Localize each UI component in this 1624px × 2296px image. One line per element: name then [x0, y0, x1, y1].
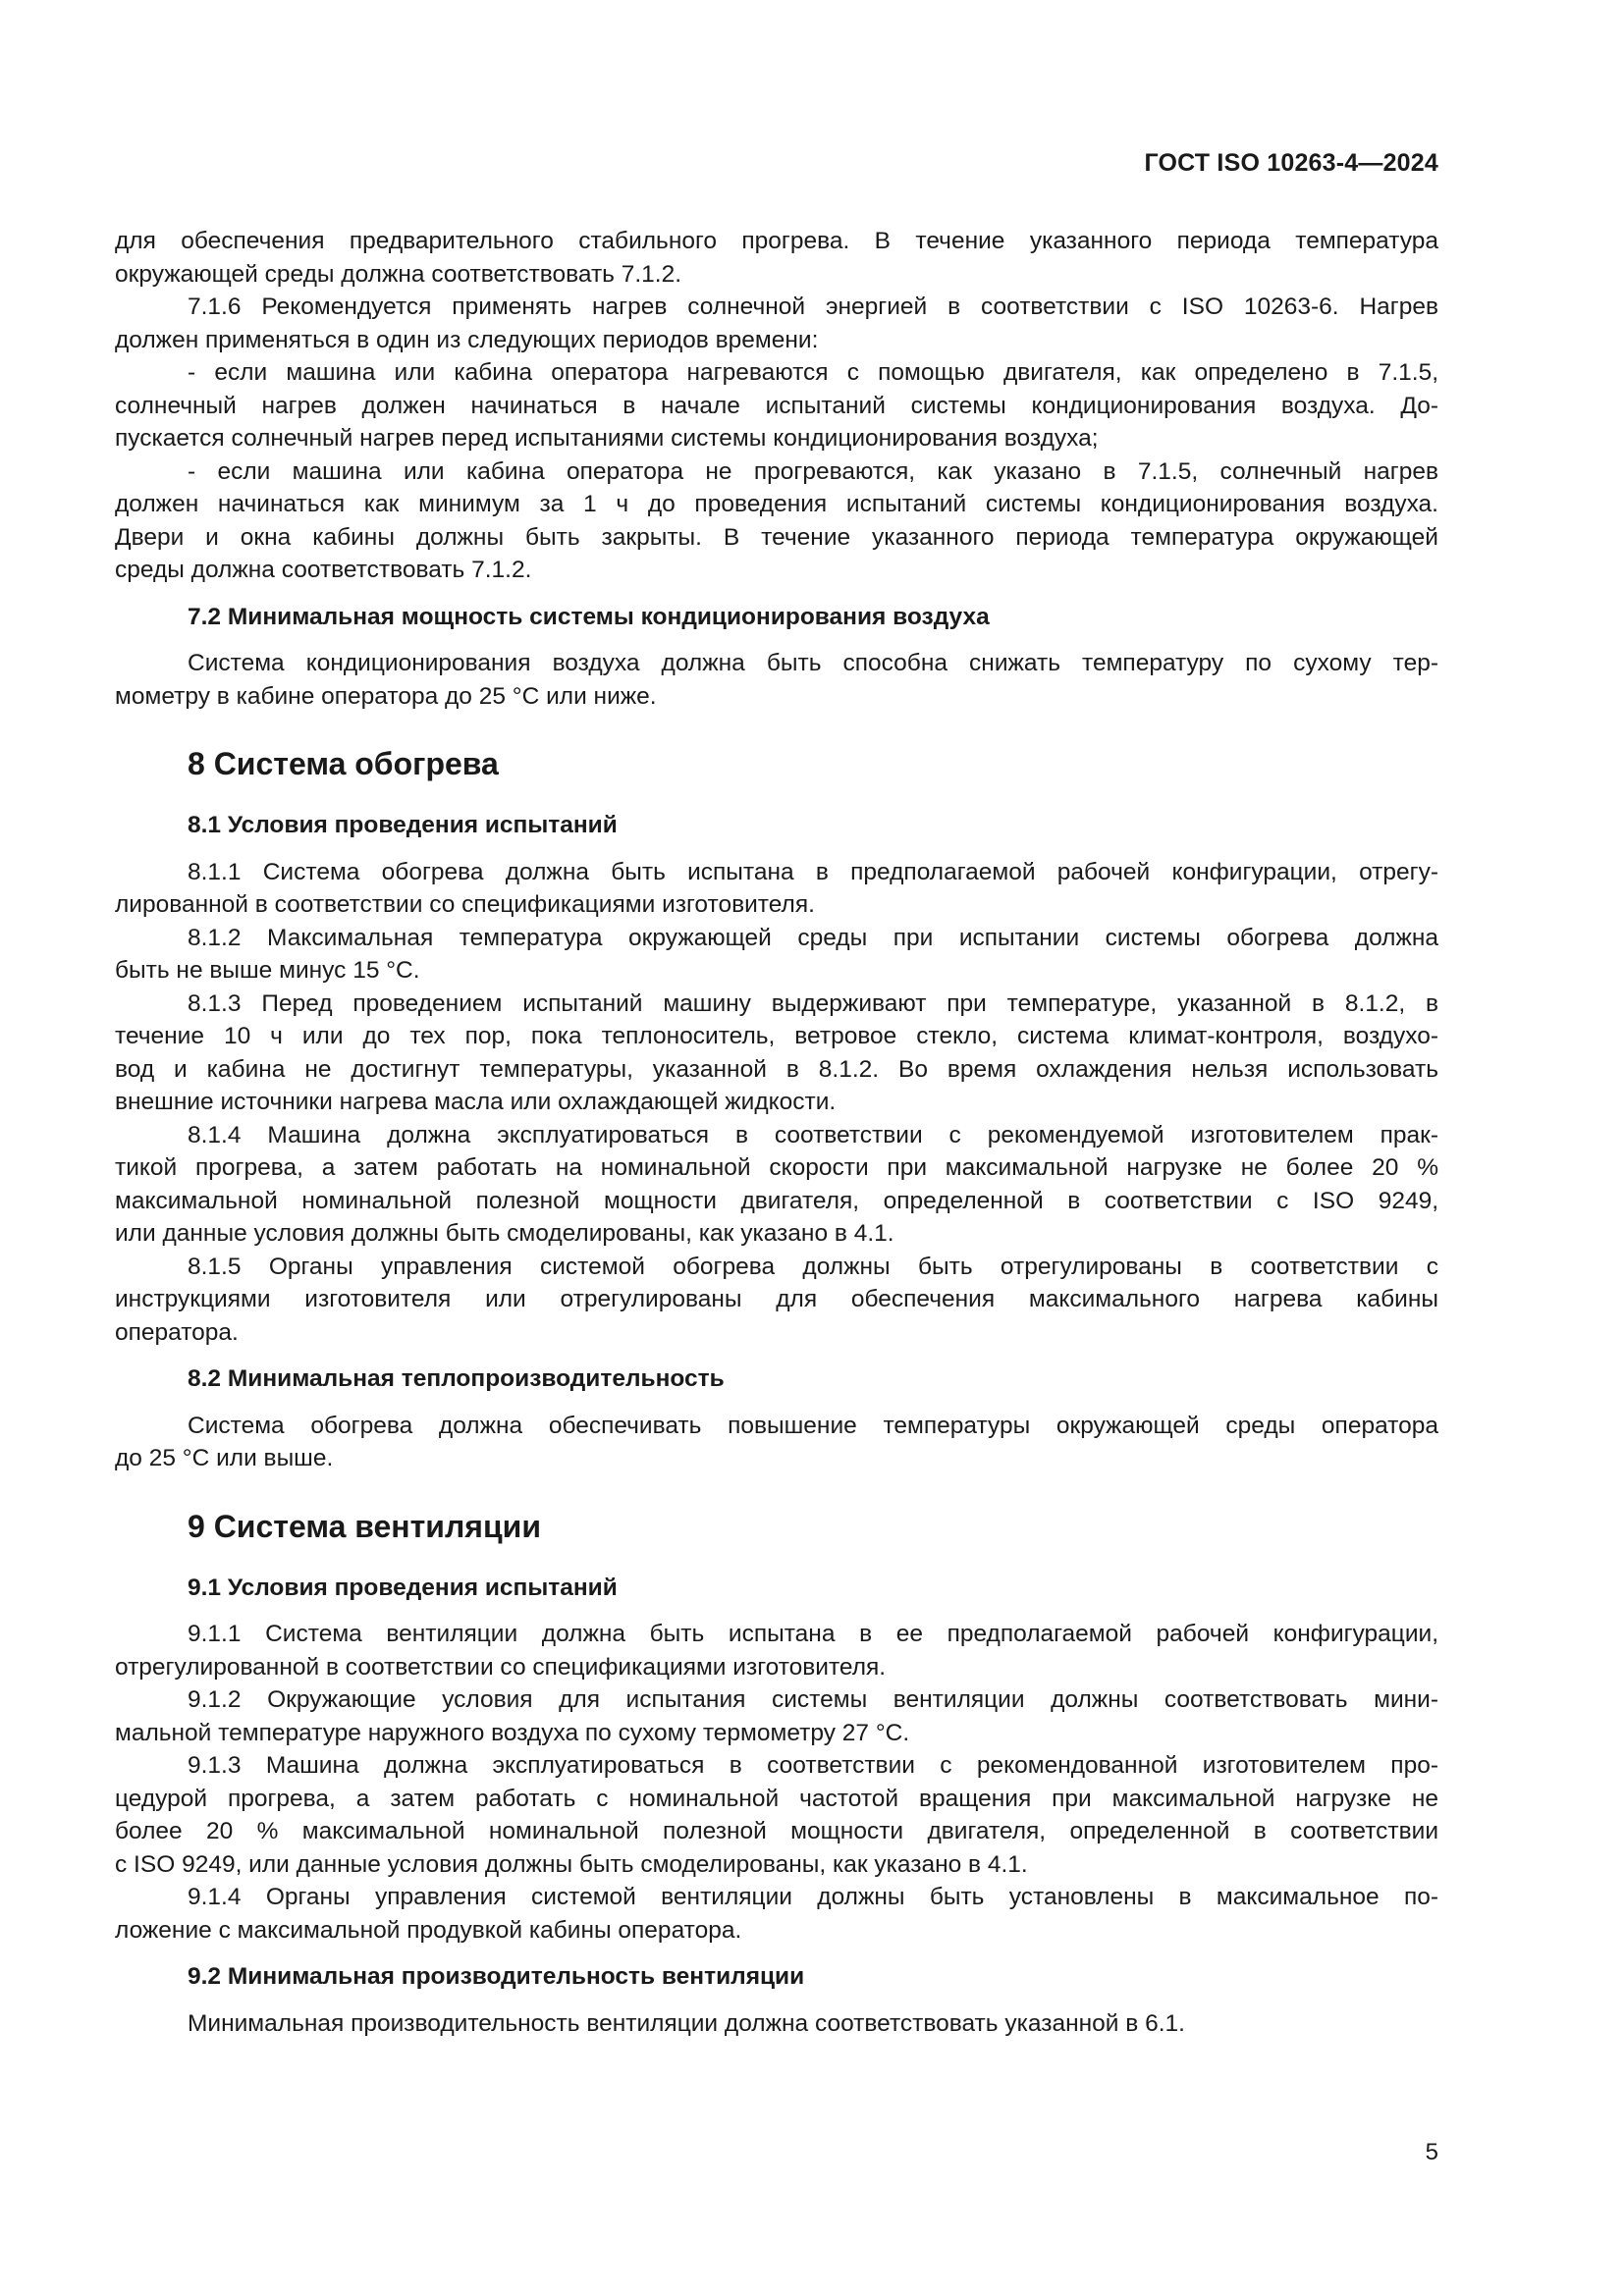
text-line: 8.1.5 Органы управления системой обогрева должны быть отрегулированы в соответствии с	[188, 1253, 1438, 1280]
text-line: 8.1.3 Перед проведением испытаний машину выдерживают при температуре, указанной в 8.1.2, в	[188, 989, 1438, 1017]
text-line: инструкциями изготовителя или отрегулированы для обеспечения максимального нагрева кабины	[115, 1286, 1438, 1312]
text-line: мометру в кабине оператора до 25 °С или ниже.	[115, 682, 657, 710]
heading-section-8: 8 Система обогрева	[188, 746, 499, 781]
heading-9-1: 9.1 Условия проведения испытаний	[188, 1574, 618, 1601]
paragraph-8-1-5	[115, 1251, 1438, 1350]
text-line: - если машина или кабина оператора не прогреваются, как указано в 7.1.5, солнечный нагрев	[188, 457, 1438, 485]
paragraph-8-1-1	[115, 856, 1438, 922]
paragraph-9-2	[115, 2007, 1438, 2041]
text-line: 8.1.4 Машина должна эксплуатироваться в соответствии с рекомендуемой изготовителем прак-	[188, 1121, 1438, 1148]
text-line: мальной температуре наружного воздуха по сухому термометру 27 °С.	[115, 1719, 910, 1746]
text-line: среды должна соответствовать 7.1.2.	[115, 557, 532, 583]
paragraph-8-1-3	[115, 988, 1438, 1119]
text-line: или данные условия должны быть смоделированы, как указано в 4.1.	[115, 1220, 894, 1247]
list-item-7-1-6-a	[115, 356, 1438, 455]
text-line: 8.1.1 Система обогрева должна быть испытана в предполагаемой рабочей конфигурации, отрегу-	[188, 858, 1438, 885]
text-line: 9.1.2 Окружающие условия для испытания системы вентиляции должны соответствовать мини-	[188, 1686, 1438, 1713]
text-line: с ISO 9249, или данные условия должны быть смоделированы, как указано в 4.1.	[115, 1850, 1028, 1878]
text-line: должен начинаться как минимум за 1 ч до проведения испытаний системы кондиционирования воздуха.	[115, 491, 1438, 517]
text-line: вод и кабина не достигнут температуры, указанной в 8.1.2. Во время охлаждения нельзя использовать	[115, 1055, 1438, 1083]
document-page	[115, 0, 1438, 2296]
paragraph-8-2	[115, 1410, 1438, 1475]
text-line: ложение с максимальной продувкой кабины оператора.	[115, 1916, 742, 1944]
text-line: лированной в соответствии со спецификациями изготовителя.	[115, 891, 815, 918]
text-line: 8.1.2 Максимальная температура окружающей среды при испытании системы обогрева должна	[188, 924, 1438, 951]
text-line: оператора.	[115, 1318, 239, 1346]
text-line: течение 10 ч или до тех пор, пока теплоноситель, ветровое стекло, система климат-контроля, воздухо-	[115, 1023, 1438, 1049]
text-line: отрегулированной в соответствии со спецификациями изготовителя.	[115, 1653, 887, 1681]
text-line: Минимальная производительность вентиляции должна соответствовать указанной в 6.1.	[188, 2009, 1185, 2037]
text-line: для обеспечения предварительного стабильного прогрева. В течение указанного периода температура	[115, 228, 1438, 254]
paragraph-9-1-4	[115, 1881, 1438, 1947]
paragraph-9-1-2	[115, 1683, 1438, 1749]
list-item-7-1-6-b	[115, 455, 1438, 587]
text-line: до 25 °С или выше.	[115, 1445, 334, 1471]
text-line: 9.1.1 Система вентиляции должна быть испытана в ее предполагаемой рабочей конфигурации,	[188, 1621, 1438, 1647]
text-line: Система обогрева должна обеспечивать повышение температуры окружающей среды оператора	[188, 1412, 1438, 1439]
text-line: 7.1.6 Рекомендуется применять нагрев солнечной энергией в соответствии с ISO 10263-6. Нагрев	[188, 294, 1438, 320]
text-line: внешние источники нагрева масла или охлаждающей жидкости.	[115, 1089, 837, 1115]
document-code: ГОСТ ISO 10263-4—2024	[1144, 149, 1438, 177]
paragraph-continuation	[115, 225, 1438, 291]
heading-9-2: 9.2 Минимальная производительность вентиляции	[188, 1963, 805, 1990]
text-line: Система кондиционирования воздуха должна быть способна снижать температуру по сухому тер-	[188, 650, 1438, 676]
paragraph-8-1-2	[115, 922, 1438, 988]
text-line: Двери и окна кабины должны быть закрыты. В течение указанного периода температура окружающей	[115, 523, 1438, 551]
text-line: должен применяться в один из следующих периодов времени:	[115, 326, 819, 353]
paragraph-7-2	[115, 647, 1438, 713]
heading-8-1: 8.1 Условия проведения испытаний	[188, 812, 618, 838]
text-line: 9.1.3 Машина должна эксплуатироваться в соответствии с рекомендованной изготовителем про-	[188, 1752, 1438, 1779]
text-line: солнечный нагрев должен начинаться в начале испытаний системы кондиционирования воздуха. До-	[115, 392, 1438, 419]
text-line: пускается солнечный нагрев перед испытаниями системы кондиционирования воздуха;	[115, 425, 1099, 452]
text-line: более 20 % максимальной номинальной полезной мощности двигателя, определенной в соответствии	[115, 1818, 1438, 1844]
paragraph-9-1-1	[115, 1618, 1438, 1683]
text-line: быть не выше минус 15 °С.	[115, 957, 420, 984]
page-number: 5	[1425, 2139, 1438, 2165]
paragraph-9-1-3	[115, 1749, 1438, 1881]
text-line: 9.1.4 Органы управления системой вентиляции должны быть установлены в максимальное по-	[188, 1884, 1438, 1910]
text-line: цедурой прогрева, а затем работать с номинальной частотой вращения при максимальной нагрузке не	[115, 1785, 1438, 1812]
heading-7-2: 7.2 Минимальная мощность системы кондиционирования воздуха	[188, 603, 990, 630]
paragraph-8-1-4	[115, 1119, 1438, 1251]
document-body	[115, 225, 1438, 2040]
heading-section-9: 9 Система вентиляции	[188, 1508, 541, 1544]
text-line: тикой прогрева, а затем работать на номинальной скорости при максимальной нагрузке не более 20 %	[115, 1154, 1438, 1181]
paragraph-7-1-6	[115, 291, 1438, 356]
text-line: - если машина или кабина оператора нагреваются с помощью двигателя, как определено в 7.1.5,	[188, 359, 1438, 386]
text-line: окружающей среды должна соответствовать 7.1.2.	[115, 260, 682, 288]
text-line: максимальной номинальной полезной мощности двигателя, определенной в соответствии с ISO 9249,	[115, 1187, 1438, 1214]
heading-8-2: 8.2 Минимальная теплопроизводительность	[188, 1365, 725, 1392]
